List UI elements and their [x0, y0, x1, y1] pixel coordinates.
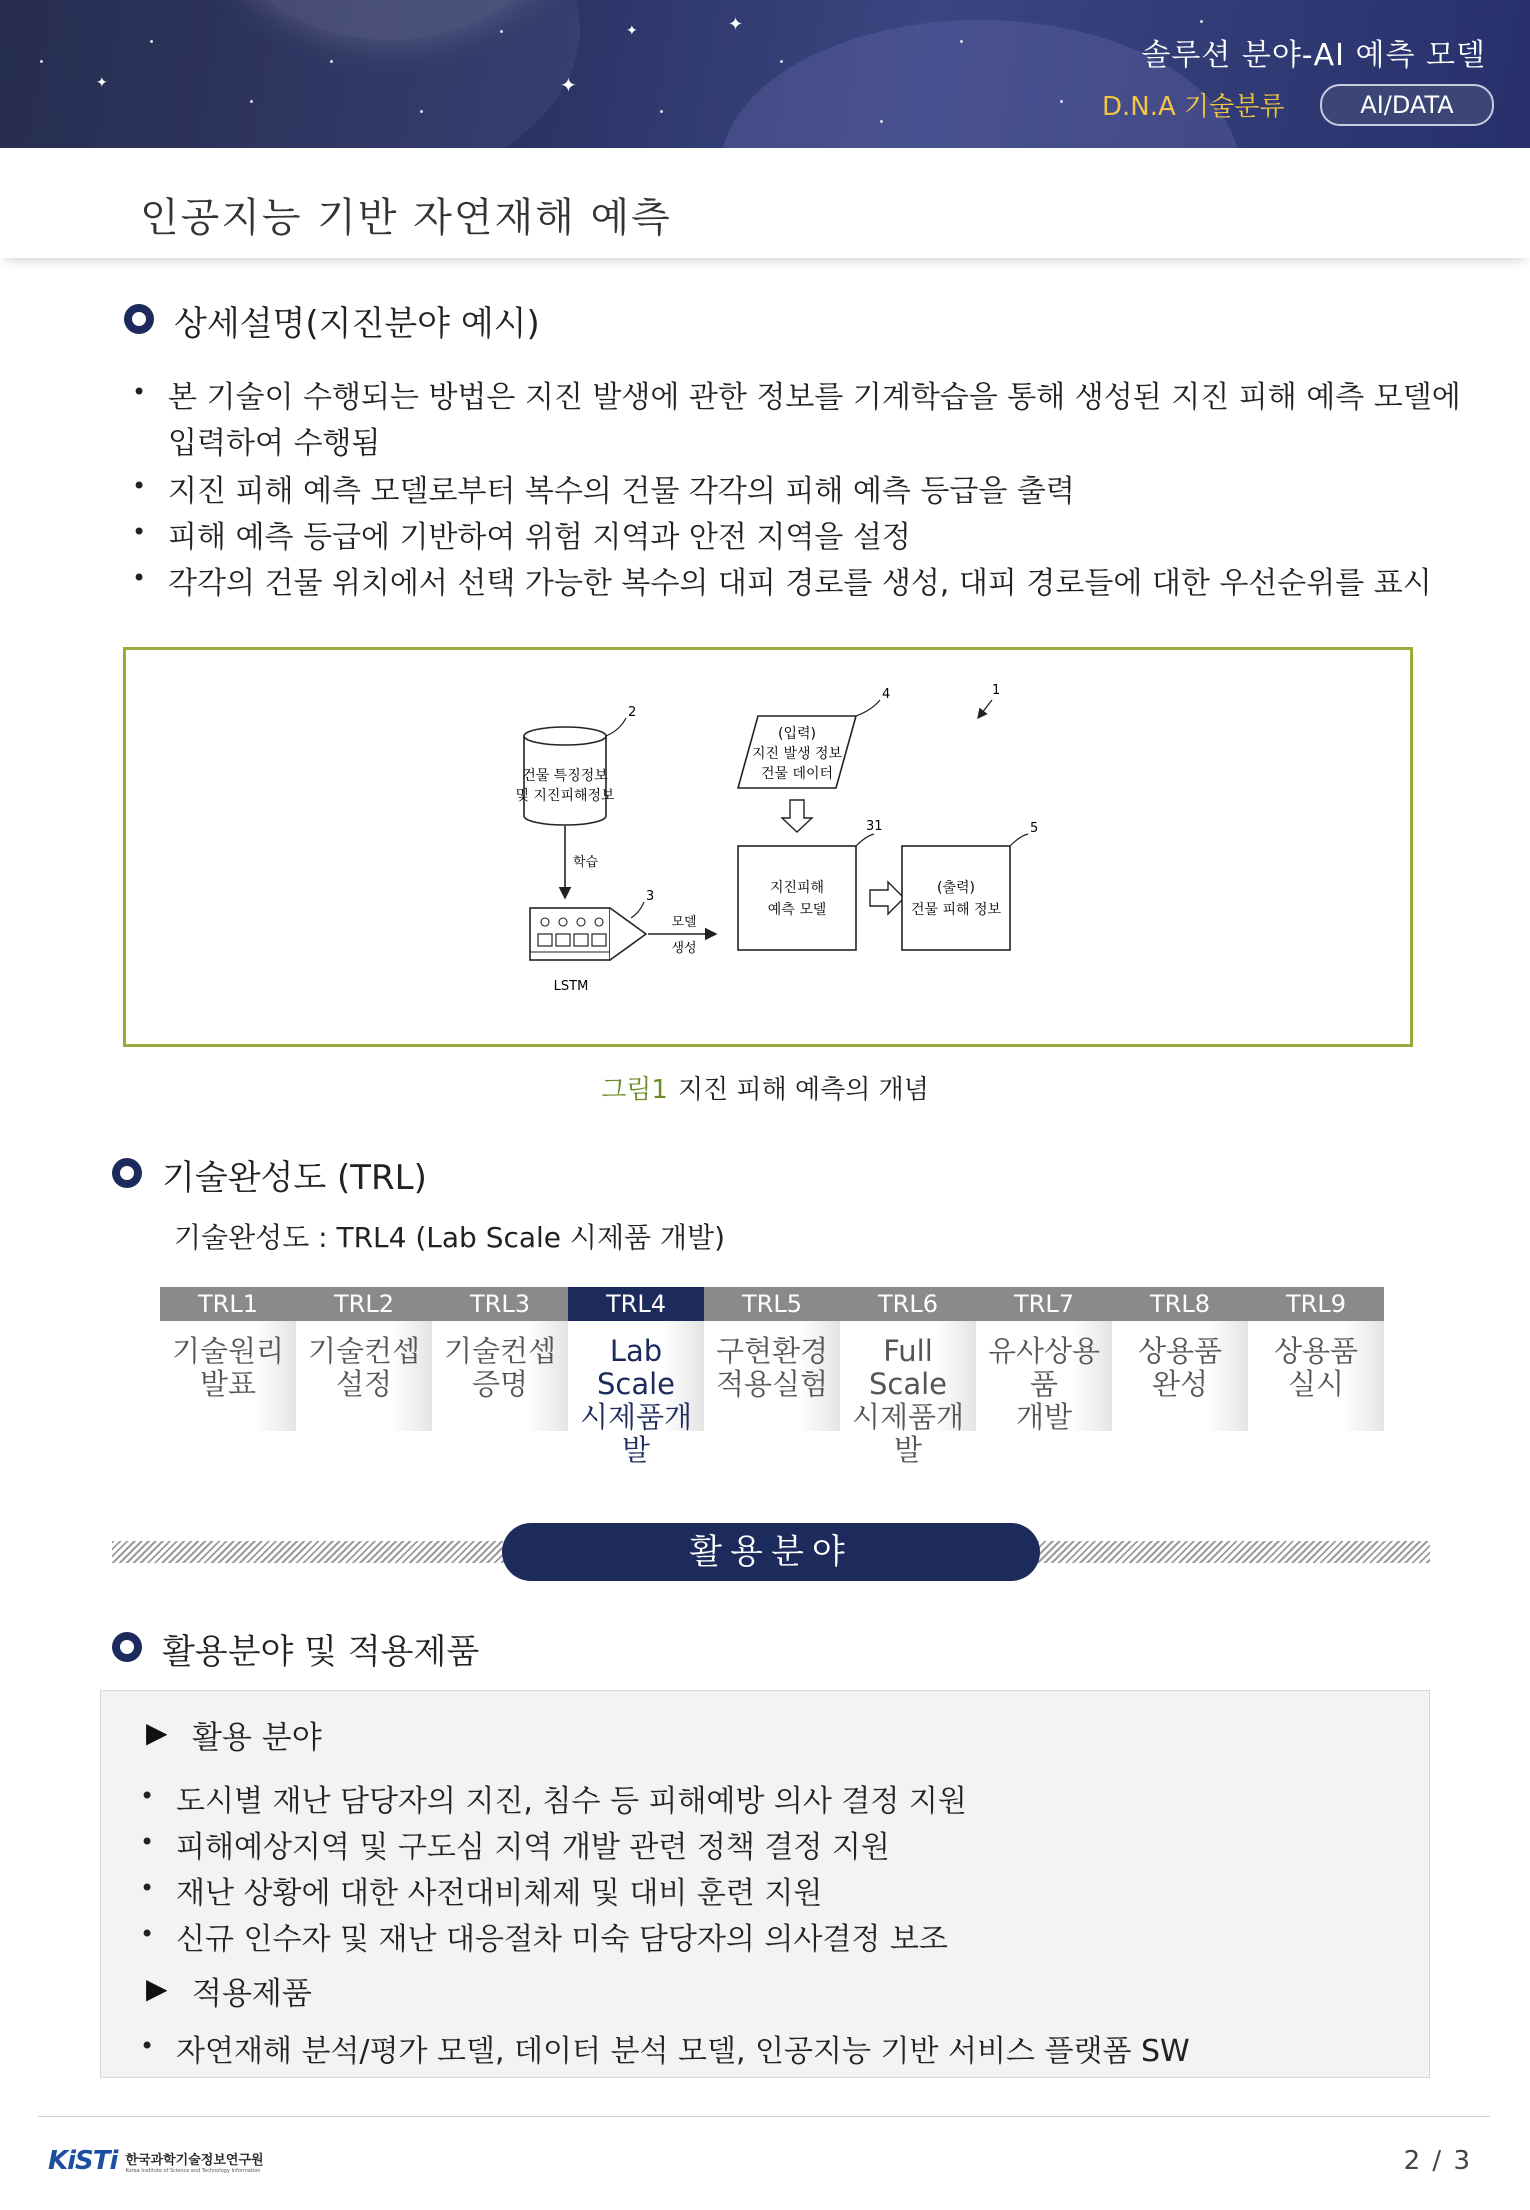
bullet-dot: •	[132, 564, 147, 592]
star-icon: ✦	[96, 75, 108, 91]
trl-header-active: TRL4	[568, 1287, 704, 1321]
hatch-divider	[1030, 1541, 1430, 1563]
trl-cell-line: 증명	[471, 1367, 529, 1401]
trl-cell-line: 설정	[335, 1367, 393, 1401]
bullet-dot: •	[140, 1920, 155, 1948]
trl-header: TRL8	[1112, 1287, 1248, 1321]
trl-header: TRL1	[160, 1287, 296, 1321]
trl-cell	[1248, 1321, 1384, 1431]
model-gen-label: 생성	[671, 941, 697, 956]
product-bullet: 자연재해 분석/평가 모델, 데이터 분석 모델, 인공지능 기반 서비스 플랫폼 SW	[176, 2034, 1190, 2069]
trl-cell-active	[568, 1321, 704, 1467]
trl-cell-line: 적용실험	[715, 1367, 829, 1401]
star-dot	[880, 120, 883, 123]
star-dot	[1060, 100, 1063, 103]
output-label: (출력)	[937, 880, 975, 896]
star-icon: ✦	[728, 14, 744, 35]
detail-bullet: 지진 피해 예측 모델로부터 복수의 건물 각각의 피해 예측 등급을 출력	[168, 474, 1075, 509]
bullet-dot: •	[140, 1874, 155, 1902]
footer-divider	[38, 2116, 1490, 2117]
ref-leader	[631, 902, 644, 918]
star-dot	[330, 60, 333, 63]
figure-caption	[0, 1069, 1530, 1106]
figure-caption-text: 지진 피해 예측의 개념	[677, 1075, 929, 1105]
star-dot	[1200, 20, 1203, 23]
model-gen-label: 모델	[671, 915, 697, 930]
input-label: (입력)	[778, 726, 816, 742]
star-icon: ✦	[626, 23, 638, 39]
trl-cell	[296, 1321, 432, 1431]
trl-cell	[432, 1321, 568, 1431]
model-label: 지진피해	[769, 880, 825, 896]
kisti-logo	[48, 2146, 264, 2176]
category-badge: AI/DATA	[1320, 84, 1494, 126]
trl-header: TRL5	[704, 1287, 840, 1321]
header-title: 솔루션 분야-AI 예측 모델	[1141, 38, 1486, 73]
output-box	[902, 846, 1010, 950]
trl-cell	[1112, 1321, 1248, 1431]
triangle-bullet-icon: ▶	[146, 1972, 168, 2005]
trl-cell	[160, 1321, 296, 1431]
header-banner	[0, 0, 1530, 148]
page-number: 2 / 3	[1403, 2146, 1472, 2176]
star-dot	[150, 40, 153, 43]
learn-label: 학습	[573, 855, 599, 870]
trl-cell	[976, 1321, 1112, 1434]
trl-cell-line: 기술컨셉	[307, 1334, 421, 1368]
figure-caption-label: 그림1	[601, 1075, 668, 1105]
field-title: 활용 분야	[192, 1720, 322, 1756]
trl-cell-line: 개발	[1015, 1400, 1073, 1434]
usage-banner: 활용분야	[502, 1523, 1040, 1581]
trl-header: TRL6	[840, 1287, 976, 1321]
kisti-logo-text: KiSTi	[48, 2146, 118, 2176]
output-label: 건물 피해 정보	[910, 902, 1002, 918]
star-icon: ✦	[560, 73, 577, 97]
ref-number: 31	[866, 819, 883, 834]
star-dot	[500, 30, 503, 33]
bullet-dot: •	[132, 378, 147, 406]
trl-cell-line: Full Scale	[868, 1334, 948, 1401]
trl-cell-line: 발표	[199, 1367, 257, 1401]
field-bullet: 도시별 재난 담당자의 지진, 침수 등 피해예방 의사 결정 지원	[176, 1784, 967, 1819]
bullet-dot: •	[140, 1828, 155, 1856]
star-dot	[420, 110, 423, 113]
trl-cell-line: 상용품	[1273, 1334, 1359, 1368]
dna-category-label: D.N.A 기술분류	[1102, 92, 1285, 122]
trl-header: TRL9	[1248, 1287, 1384, 1321]
ref-number: 4	[882, 687, 891, 702]
down-arrow-icon	[782, 800, 812, 832]
star-dot	[250, 100, 253, 103]
trl-cell-line: 상용품	[1137, 1334, 1223, 1368]
ref-pointer	[978, 700, 992, 718]
hatch-divider	[112, 1541, 512, 1563]
bullet-dot: •	[140, 2032, 155, 2060]
field-bullet: 재난 상황에 대한 사전대비체제 및 대비 훈련 지원	[176, 1876, 823, 1911]
ref-number: 1	[992, 683, 1001, 698]
detail-bullet: 각각의 건물 위치에서 선택 가능한 복수의 대피 경로를 생성, 대피 경로들에 대한 우선순위를 표시	[168, 566, 1432, 601]
field-bullet: 피해예상지역 및 구도심 지역 개발 관련 정책 결정 지원	[176, 1830, 890, 1865]
section-bullet-icon	[124, 304, 154, 334]
ref-leader	[856, 834, 874, 846]
ref-number: 5	[1030, 821, 1039, 836]
star-dot	[40, 60, 43, 63]
right-arrow-icon	[870, 882, 904, 914]
trl-header: TRL2	[296, 1287, 432, 1321]
star-dot	[660, 110, 663, 113]
trl-cell-line: 기술원리	[171, 1334, 285, 1368]
detail-bullet: 피해 예측 등급에 기반하여 위험 지역과 안전 지역을 설정	[168, 520, 911, 555]
trl-summary: 기술완성도 : TRL4 (Lab Scale 시제품 개발)	[174, 1221, 726, 1254]
trl-cell-line: 유사상용품	[987, 1334, 1101, 1401]
ref-leader	[606, 718, 626, 736]
ref-number: 2	[628, 705, 637, 720]
database-label: 건물 특징정보	[522, 768, 608, 784]
trl-cell-line: Lab Scale	[596, 1334, 676, 1401]
lstm-label: LSTM	[553, 979, 589, 994]
page-title: 인공지능 기반 자연재해 예측	[140, 195, 672, 241]
trl-header: TRL3	[432, 1287, 568, 1321]
trl-cell	[840, 1321, 976, 1467]
ref-number: 3	[646, 889, 655, 904]
field-bullet: 신규 인수자 및 재난 대응절차 미숙 담당자의 의사결정 보조	[176, 1922, 948, 1957]
product-title: 적용제품	[192, 1976, 312, 2012]
lstm-network-icon	[530, 908, 646, 960]
trl-header: TRL7	[976, 1287, 1112, 1321]
trl-cell-line: 시제품개발	[851, 1400, 965, 1467]
input-label: 건물 데이터	[760, 766, 834, 782]
trl-cell-line: 구현환경	[715, 1334, 829, 1368]
triangle-bullet-icon: ▶	[146, 1716, 168, 1749]
section-bullet-icon	[112, 1158, 142, 1188]
bullet-dot: •	[140, 1782, 155, 1810]
trl-cell-line: 실시	[1287, 1367, 1345, 1401]
trl-heading: 기술완성도 (TRL)	[162, 1158, 427, 1198]
ref-leader	[1010, 834, 1028, 846]
star-dot	[960, 40, 963, 43]
input-label: 지진 발생 정보	[751, 746, 843, 762]
usage-heading: 활용분야 및 적용제품	[162, 1632, 480, 1672]
model-label: 예측 모델	[767, 902, 827, 918]
detail-bullet: 본 기술이 수행되는 방법은 지진 발생에 관한 정보를 기계학습을 통해 생성된 지진 피해 예측 모델에	[168, 380, 1461, 415]
ref-leader	[856, 700, 880, 716]
trl-cell-line: 시제품개발	[579, 1400, 693, 1467]
trl-cell	[704, 1321, 840, 1431]
banner-blob	[0, 0, 580, 148]
detail-heading: 상세설명(지진분야 예시)	[174, 304, 540, 344]
org-name-en: Korea Institute of Science and Technology Information	[125, 2167, 261, 2174]
section-bullet-icon	[112, 1632, 142, 1662]
bullet-dot: •	[132, 472, 147, 500]
earthquake-diagram	[126, 650, 1410, 1044]
star-dot	[780, 60, 783, 63]
database-label: 및 지진피해정보	[515, 788, 615, 804]
trl-cell-line: 완성	[1151, 1367, 1209, 1401]
org-name: 한국과학기술정보연구원	[125, 2152, 264, 2168]
detail-bullet-cont: 입력하여 수행됨	[168, 426, 381, 461]
prediction-model-box	[738, 846, 856, 950]
figure-frame	[123, 647, 1413, 1047]
bullet-dot: •	[132, 518, 147, 546]
trl-cell-line: 기술컨셉	[443, 1334, 557, 1368]
